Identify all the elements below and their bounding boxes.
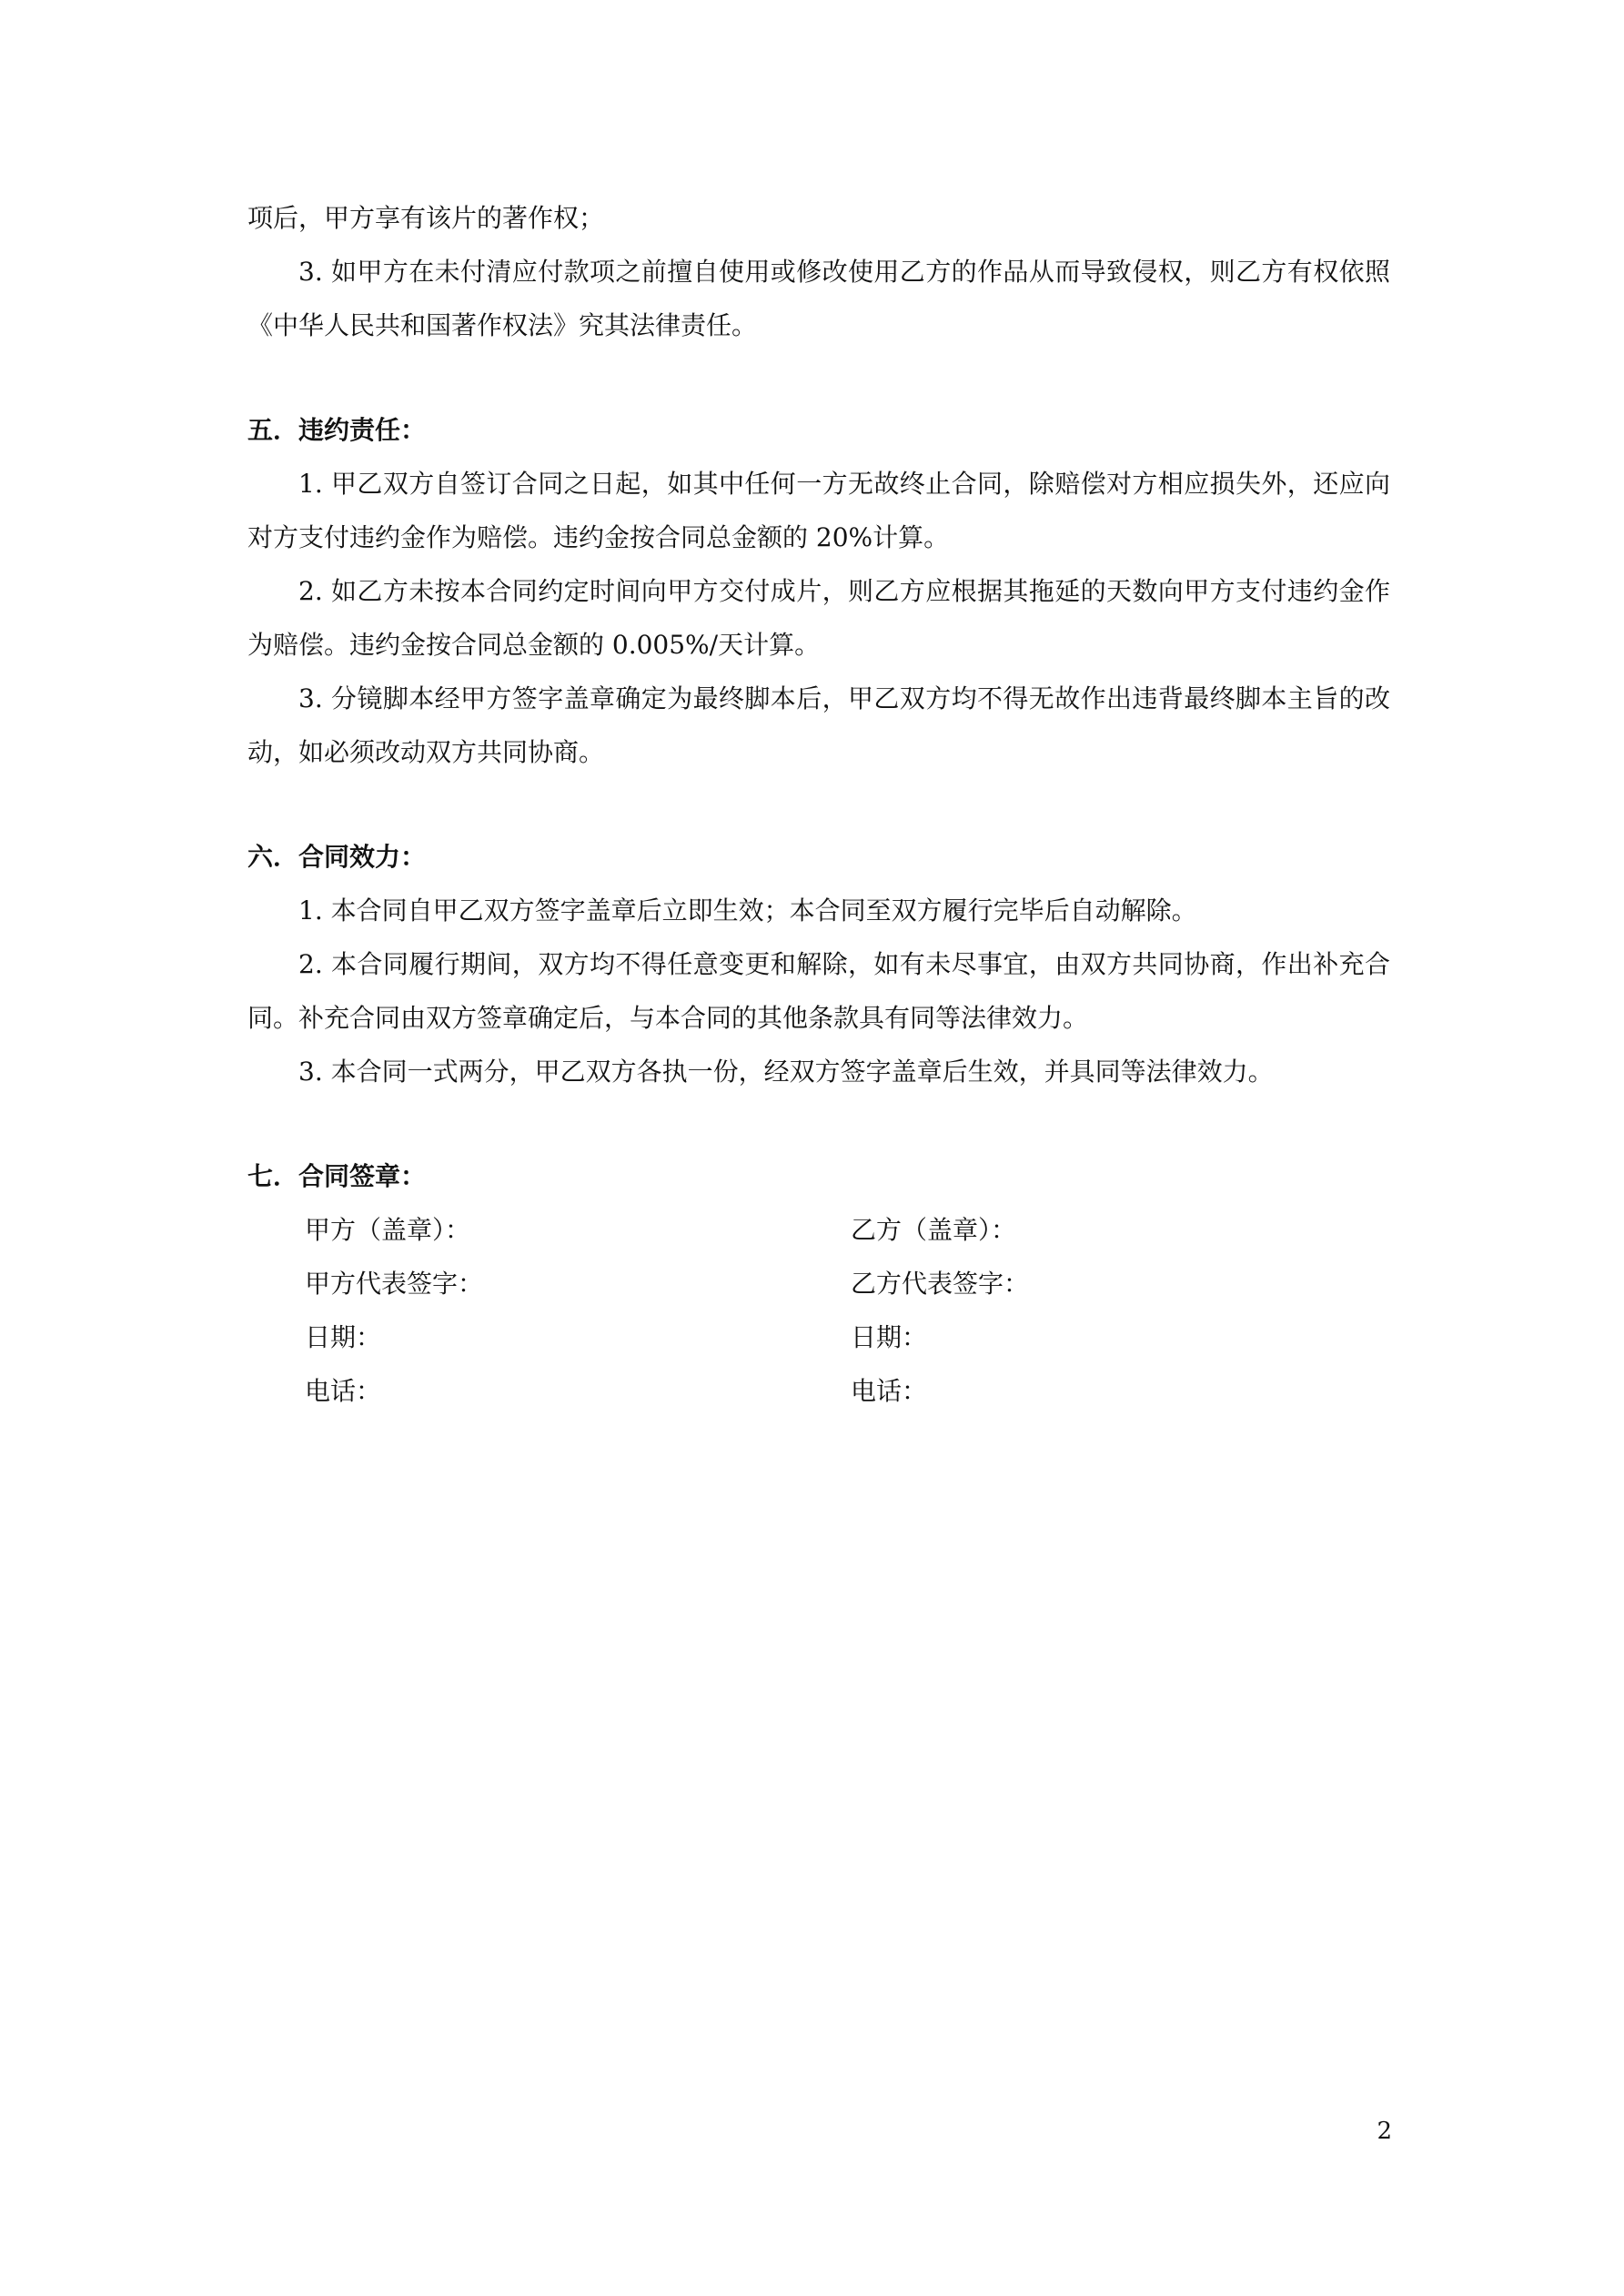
party-a-date: 日期： — [305, 1322, 382, 1352]
section6-item-3: 3. 本合同一式两分，甲乙双方各执一份，经双方签字盖章后生效，并具同等法律效力。 — [298, 1057, 1274, 1087]
document-page — [247, 191, 1390, 1418]
party-b-seal: 乙方（盖章）： — [851, 1215, 1017, 1245]
section4-item-3: 3. 如甲方在未付清应付款项之前擅自使用或修改使用乙方的作品从而导致侵权，则乙方有权依照《中华人民共和国著作权法》究其法律责任。 — [247, 257, 1390, 340]
party-b-date: 日期： — [851, 1322, 928, 1352]
section5-item-2: 2. 如乙方未按本合同约定时间向甲方交付成片，则乙方应根据其拖延的天数向甲方支付违约金作为赔偿。违约金按合同总金额的 0.005%/天计算。 — [247, 576, 1390, 660]
page-number: 2 — [1377, 2118, 1392, 2145]
section5-item-1: 1. 甲乙双方自签订合同之日起，如其中任何一方无故终止合同，除赔偿对方相应损失外，还应向对方支付违约金作为赔偿。违约金按合同总金额的 20%计算。 — [247, 469, 1390, 552]
section5-item-3: 3. 分镜脚本经甲方签字盖章确定为最终脚本后，甲乙双方均不得无故作出违背最终脚本主旨的改动，如必须改动双方共同协商。 — [247, 683, 1390, 767]
spacer — [247, 1098, 1390, 1149]
party-b-phone: 电话： — [851, 1376, 928, 1406]
spacer — [247, 352, 1390, 403]
section6-item-1: 1. 本合同自甲乙双方签字盖章后立即生效；本合同至双方履行完毕后自动解除。 — [298, 895, 1197, 925]
section4-continuation: 项后，甲方享有该片的著作权； — [247, 203, 605, 233]
section7-heading: 七．合同签章： — [247, 1161, 427, 1191]
party-b-representative: 乙方代表签字： — [851, 1269, 1030, 1299]
section6-item-2: 2. 本合同履行期间，双方均不得任意变更和解除，如有未尽事宜，由双方共同协商，作出补充合同。补充合同由双方签章确定后，与本合同的其他条款具有同等法律效力。 — [247, 949, 1390, 1033]
party-a-phone: 电话： — [305, 1376, 382, 1406]
section5-heading: 五．违约责任： — [247, 415, 427, 445]
party-a-seal: 甲方（盖章）： — [305, 1215, 471, 1245]
section6-heading: 六．合同效力： — [247, 842, 427, 872]
spacer — [247, 779, 1390, 830]
signature-block — [305, 1203, 1390, 1418]
party-a-representative: 甲方代表签字： — [305, 1269, 484, 1299]
